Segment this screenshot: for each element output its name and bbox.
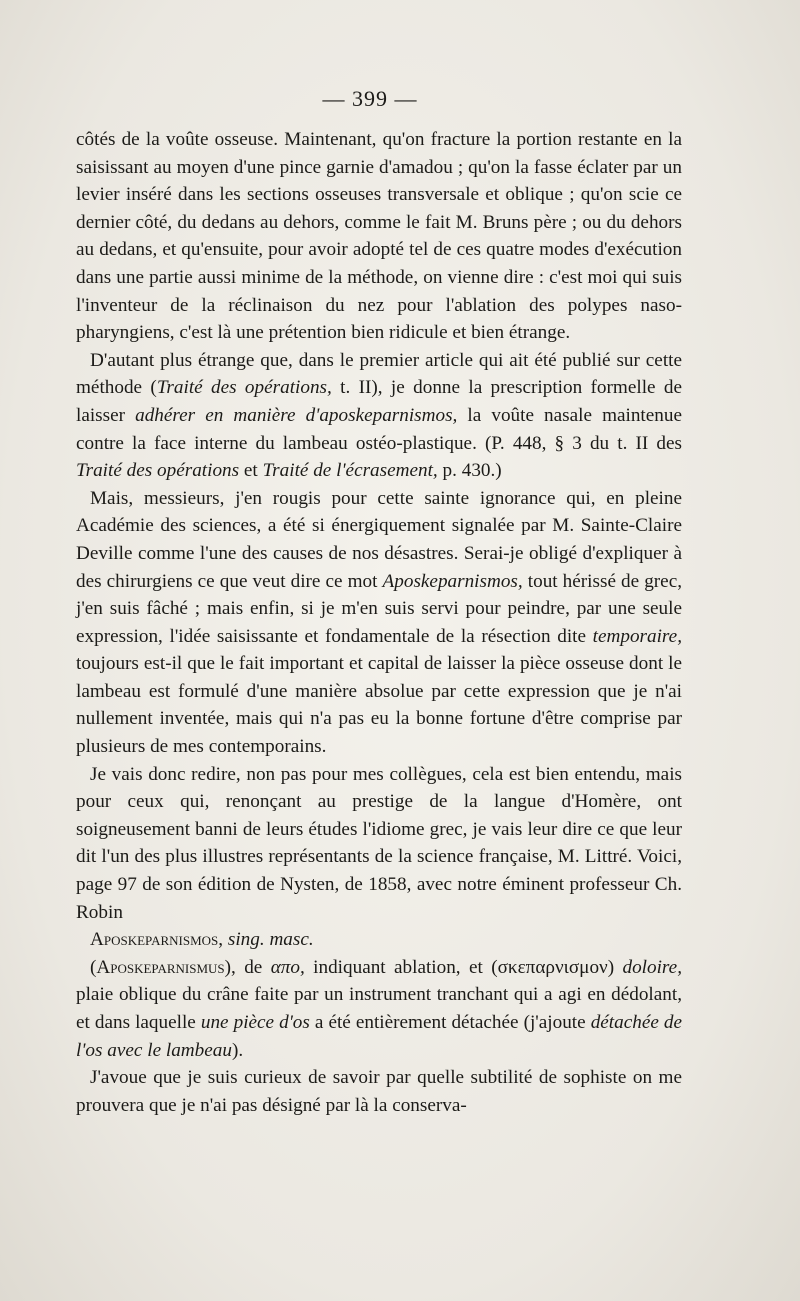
italic-run: détachée de l'os avec le lambeau bbox=[76, 1012, 683, 1061]
text-run: toujours est-il que le fait important et capital de laisser la pièce osseuse dont le lambeau est formulé d'une manière absolue par cette expression que je n'ai nullement inventée, mais qui n'a pas eu la bonne fortune d'être comprise par plusieurs de mes contemporains. bbox=[76, 653, 682, 758]
small-caps-run: Aposkeparnismus bbox=[96, 956, 225, 978]
text-run: ). bbox=[231, 1039, 244, 1061]
italic-run: Aposkeparnismos, bbox=[382, 570, 523, 592]
text-run: ( bbox=[90, 956, 97, 978]
italic-run: adhérer en manière d'aposkeparnismos, bbox=[135, 404, 458, 426]
text-run: tout hérissé de grec, j'en suis fâché ; mais enfin, si je m'en suis servi pour peindre, par une seule expression, l'idée saisissante et fondamentale de la résection dite bbox=[76, 570, 683, 647]
text-run: p. 430.) bbox=[437, 460, 502, 482]
italic-run: une pièce d'os bbox=[200, 1012, 310, 1033]
italic-run: Traité de l'écrasement, bbox=[262, 460, 438, 482]
definition-body bbox=[76, 954, 682, 1064]
page-number: — 399 — bbox=[322, 86, 418, 111]
italic-run: Traité des opérations bbox=[76, 460, 240, 482]
text-run: ), de bbox=[224, 956, 271, 978]
italic-run: sing. masc. bbox=[227, 929, 314, 951]
text-run: côtés de la voûte osseuse. Maintenant, qu'on fracture la portion restante en la saisissant au moyen d'une pince garnie d'amadou ; qu'on la fasse éclater par un levier inséré dans les sections osseuses transversale et oblique ; qu'on scie ce dernier côté, du dedans au dehors, comme le fait M. Bruns père ; ou du dehors au dedans, et qu'ensuite, pour avoir adopté tel de ces quatre modes d'exécution dans une partie aussi minime de la méthode, on vienne dire : c'est moi qui suis l'inventeur de la réclinaison du nez pour l'ablation des polypes naso-pharyngiens, c'est là une prétention bien ridicule et bien étrange. bbox=[76, 129, 682, 344]
paragraph bbox=[76, 485, 682, 761]
text-run: la voûte nasale maintenue contre la face interne du lambeau ostéo-plastique. (P. 448, § 3 du t. II des bbox=[76, 404, 682, 454]
text-run: plaie oblique du crâne faite par un instrument tranchant qui a agi en dédolant, et dans laquelle bbox=[76, 984, 682, 1033]
text-run: indiquant ablation, et (σκεπαρνισμον) bbox=[304, 956, 623, 978]
paragraph bbox=[76, 761, 682, 927]
italic-run: απο, bbox=[270, 956, 305, 978]
body-text bbox=[76, 126, 682, 1119]
text-run: D'autant plus étrange que, dans le premier article qui ait été publié sur cette méthode ( bbox=[76, 349, 682, 399]
paragraph bbox=[76, 126, 682, 347]
definition-headword bbox=[76, 926, 682, 954]
text-run: Mais, messieurs, j'en rougis pour cette sainte ignorance qui, en pleine Académie des sciences, a été si énergiquement signalée par M. Sainte-Claire Deville comme l'une des causes de nos désastres. Serai-je obligé d'expliquer à des chirurgiens ce que veut dire ce mot bbox=[76, 487, 682, 592]
text-run: et bbox=[239, 460, 263, 482]
italic-run: Traité des opérations, bbox=[156, 377, 332, 399]
small-caps-run: Aposkeparnismos, bbox=[90, 929, 224, 951]
paragraph bbox=[76, 1064, 682, 1119]
paragraph bbox=[76, 347, 682, 485]
text-run: Je vais donc redire, non pas pour mes collègues, cela est bien entendu, mais pour ceux qui, renonçant au prestige de la langue d'Homère, ont soigneusement banni de leurs études l'idiome grec, je vais leur dire ce que leur dit l'un des plus illustres représentants de la science française, M. Littré. Voici, page 97 de son édition de Nysten, de 1858, avec notre éminent professeur Ch. Robin bbox=[76, 763, 682, 923]
italic-run: doloire, bbox=[622, 956, 682, 978]
italic-run: temporaire, bbox=[592, 625, 682, 647]
text-run: t. II), je donne la prescription formelle de laisser bbox=[76, 377, 682, 426]
text-run: a été entièrement détachée (j'ajoute bbox=[309, 1012, 591, 1033]
text-run: J'avoue que je suis curieux de savoir par quelle subtilité de sophiste on me prouvera que je n'ai pas désigné par là la conserva- bbox=[76, 1067, 682, 1116]
